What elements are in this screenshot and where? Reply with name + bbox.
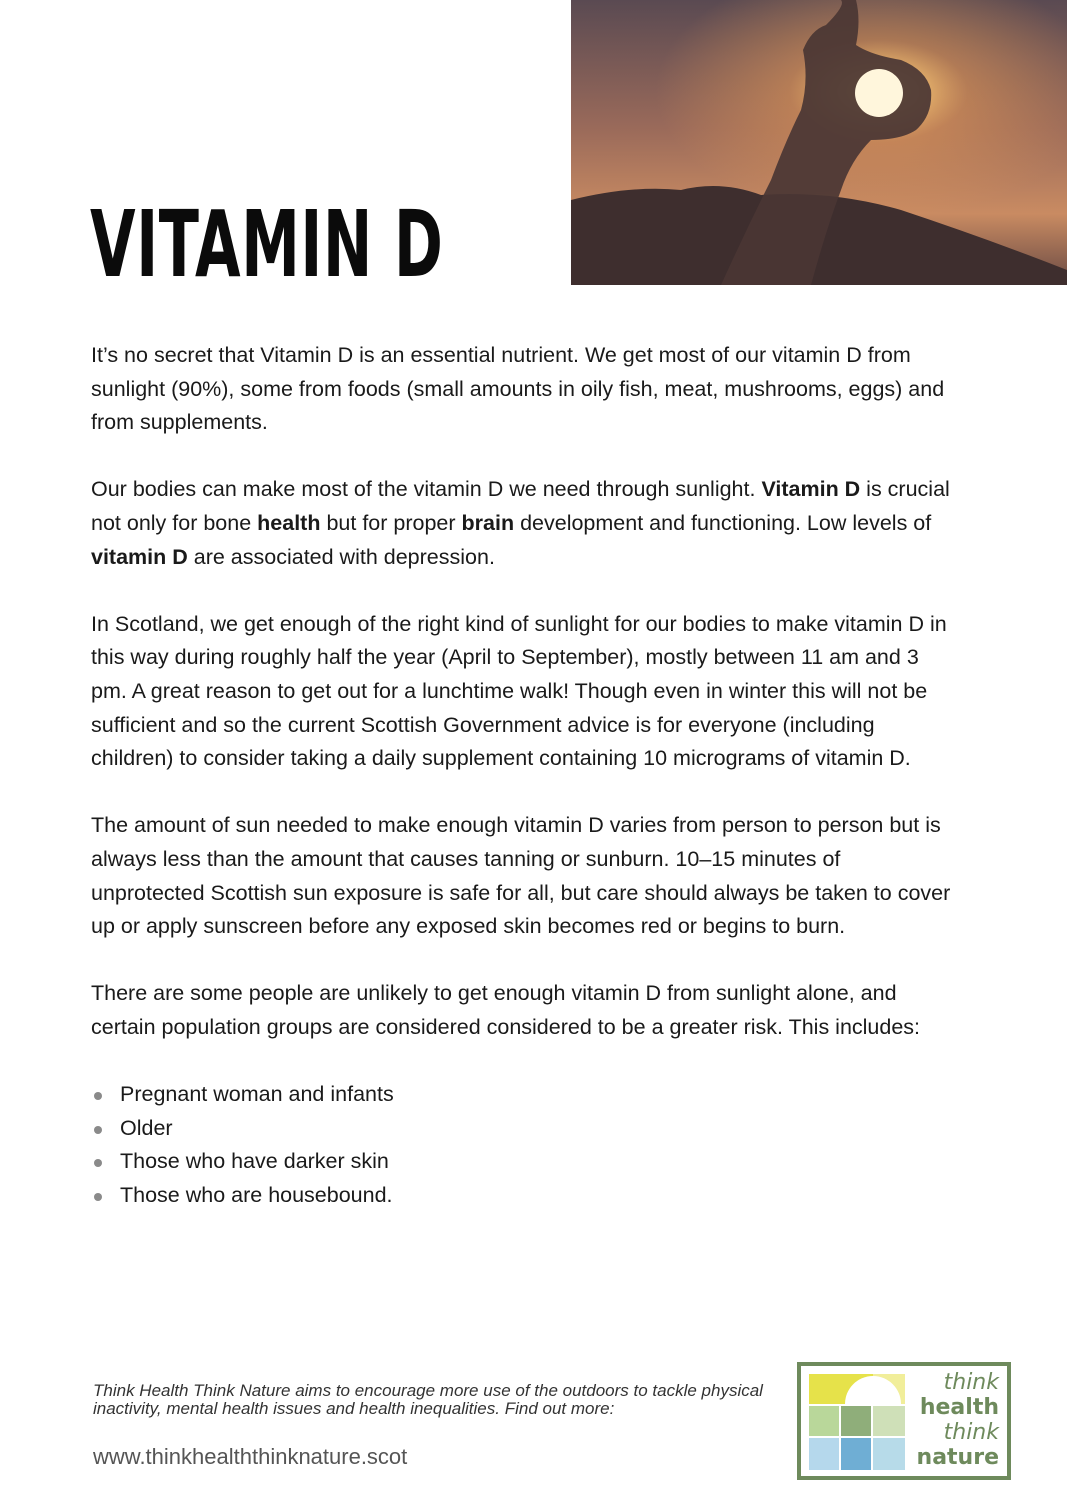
text-span: are associated with depression. — [187, 544, 495, 569]
logo-word-health: health — [919, 1395, 999, 1420]
risk-group-list — [91, 1078, 951, 1212]
logo-mosaic-icon — [809, 1374, 905, 1470]
footer-note: Think Health Think Nature aims to encourage more use of the outdoors to tackle physical inactivity, mental health issues and health inequalities. Find out more: — [93, 1381, 763, 1418]
list-item: Those who are housebound. — [91, 1179, 951, 1213]
text-span: is crucial not only for bone — [91, 477, 950, 535]
think-health-think-nature-logo — [797, 1362, 1011, 1480]
list-item: Those who have darker skin — [91, 1145, 951, 1179]
logo-word-think: think — [943, 1370, 999, 1395]
article-body — [91, 339, 951, 1212]
footer-url-link[interactable]: www.thinkhealththinknature.scot — [93, 1444, 408, 1469]
text-span: development and functioning. Low levels of — [514, 510, 932, 535]
bold-brain: brain — [461, 510, 515, 535]
text-span: Our bodies can make most of the vitamin D we need through sunlight. — [91, 477, 762, 502]
bold-health: health — [257, 510, 321, 535]
logo-word-think: think — [943, 1420, 999, 1445]
paragraph-intro: It’s no secret that Vitamin D is an essential nutrient. We get most of our vitamin D from sunlight (90%), some from foods (small amounts in oily fish, meat, mushrooms, eggs) and from supplements. — [91, 343, 945, 435]
logo-word-nature: nature — [916, 1445, 999, 1470]
logo-wordmark — [917, 1370, 999, 1470]
list-item: Older — [91, 1112, 951, 1146]
hero-photo — [571, 0, 1067, 285]
list-item: Pregnant woman and infants — [91, 1078, 951, 1112]
paragraph-risk-groups: There are some people are unlikely to get enough vitamin D from sunlight alone, and certain population groups are considered considered to be a greater risk. This includes: — [91, 981, 921, 1039]
paragraph-scotland: In Scotland, we get enough of the right kind of sunlight for our bodies to make vitamin D in this way during roughly half the year (April to September), mostly between 11 am and 3 pm. A great reason to get out for a lunchtime walk! Though even in winter this will not be sufficient and so the current Scottish Government advice is for everyone (including children) to consider taking a daily supplement containing 10 micrograms of vitamin D. — [91, 611, 947, 771]
bold-vitamin-d: vitamin D — [91, 544, 188, 569]
page-title: VITAMIN D — [90, 191, 444, 298]
sun-hand-image — [571, 0, 1067, 285]
bold-vitamin-d: Vitamin D — [761, 477, 861, 502]
paragraph-sun-amount: The amount of sun needed to make enough vitamin D varies from person to person but is always less than the amount that causes tanning or sunburn. 10–15 minutes of unprotected Scottish sun exposure is safe for all, but care should always be taken to cover up or apply sunscreen before any exposed skin becomes red or begins to burn. — [91, 813, 951, 939]
paragraph-bodies — [91, 473, 951, 574]
text-span: but for proper — [320, 510, 462, 535]
